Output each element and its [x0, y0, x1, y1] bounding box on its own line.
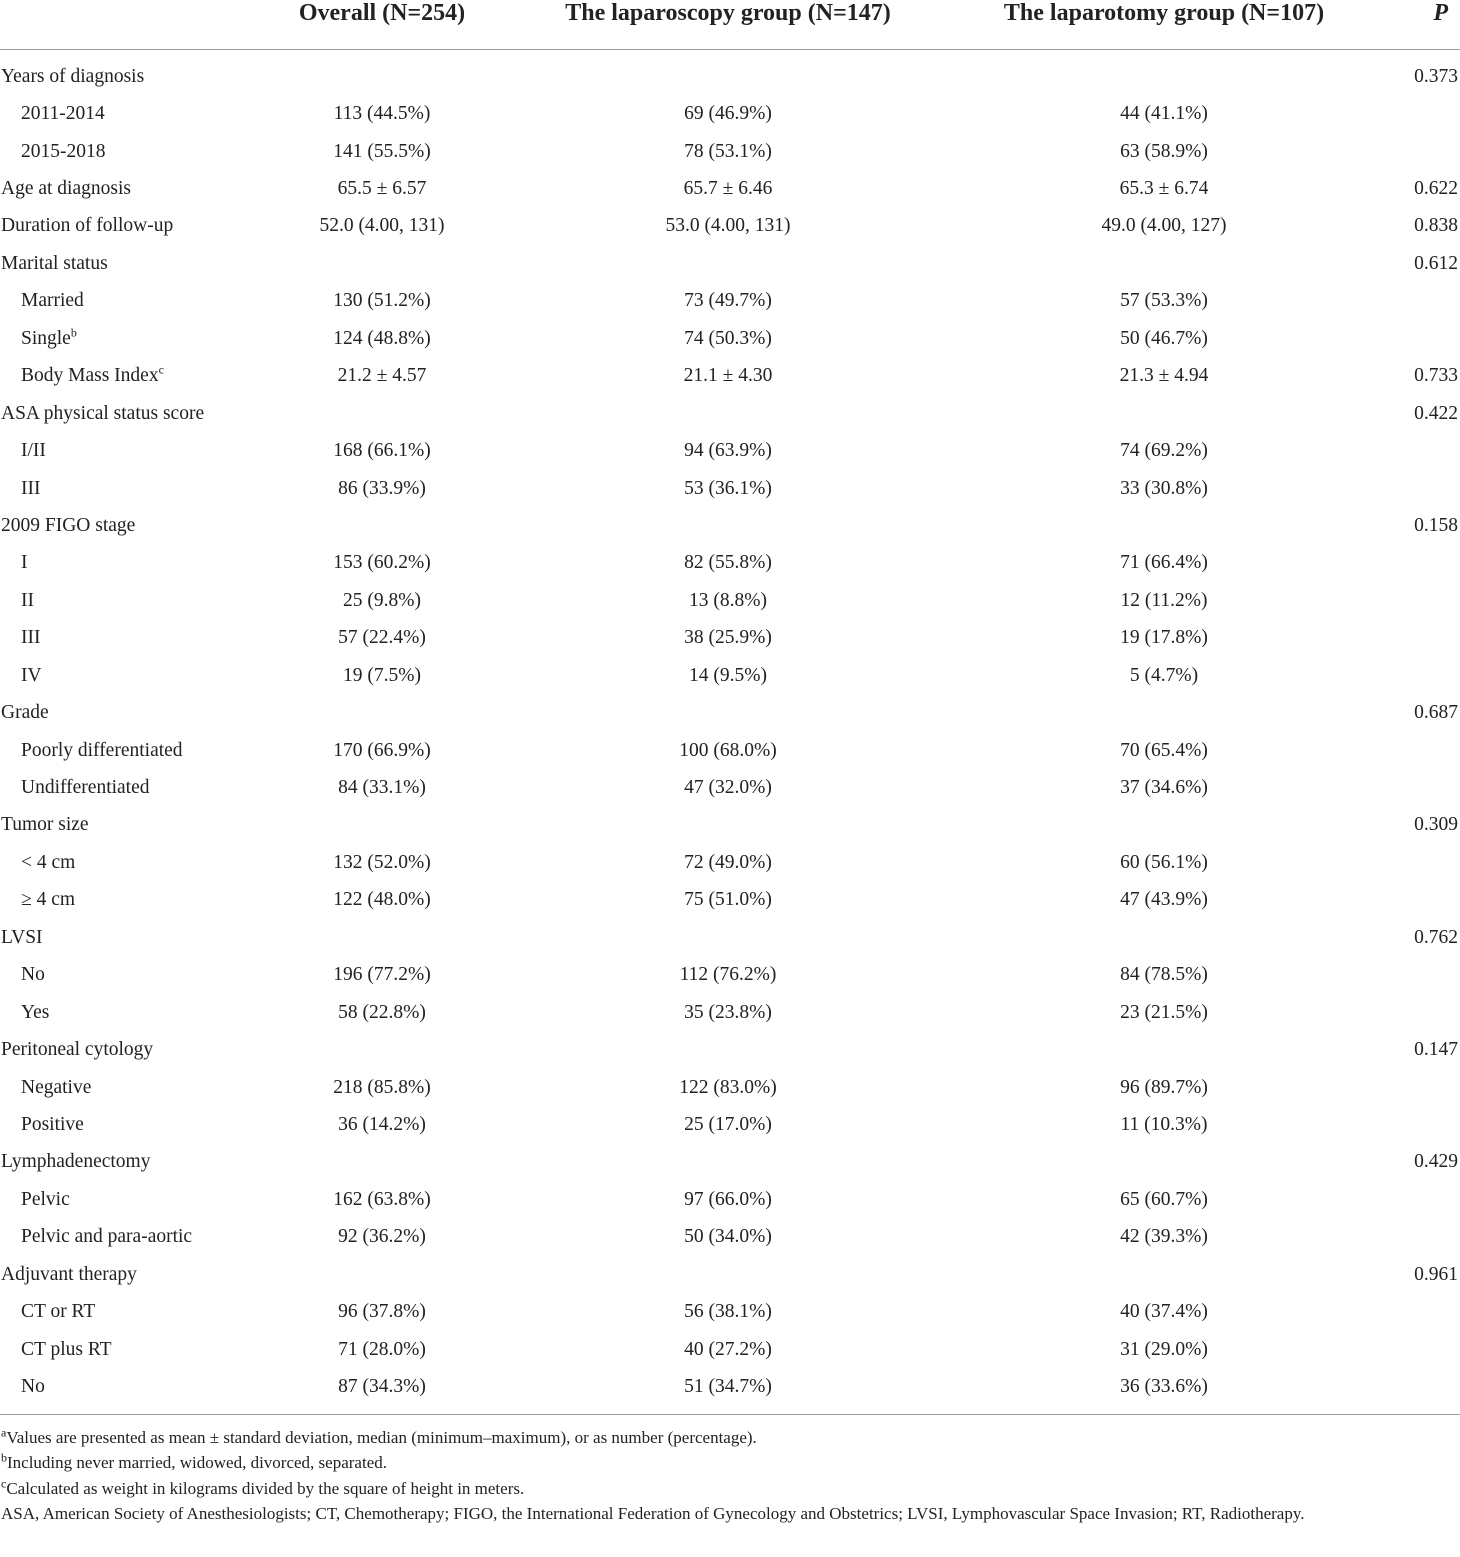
- cell-laparotomy: 37 (34.6%): [1120, 777, 1208, 799]
- table-row: [0, 582, 1460, 619]
- cell-laparotomy: [954, 507, 1374, 544]
- cell-overall: [262, 1256, 502, 1293]
- cell-p-value: [1374, 732, 1460, 769]
- cell-laparoscopy: 65.7 ± 6.46: [683, 178, 773, 200]
- table-header: [0, 0, 1460, 50]
- cell-laparotomy: [954, 245, 1374, 282]
- cell-p-value: 0.373: [1414, 65, 1458, 87]
- cell-laparotomy: 5 (4.7%): [1129, 664, 1199, 686]
- cell-overall: 218 (85.8%): [333, 1076, 431, 1098]
- footnote: [1, 1501, 1458, 1527]
- cell-laparotomy: 65 (60.7%): [1120, 1188, 1208, 1210]
- table-footnotes: [0, 1415, 1460, 1527]
- row-label-text: Negative: [21, 1076, 92, 1098]
- table-row-category: [0, 807, 1460, 844]
- cell-p-value: [1374, 1181, 1460, 1218]
- cell-overall: 141 (55.5%): [333, 140, 431, 162]
- cell-laparoscopy: 40 (27.2%): [684, 1338, 772, 1360]
- cell-overall: 113 (44.5%): [333, 103, 431, 125]
- cell-laparoscopy: 56 (38.1%): [684, 1301, 772, 1323]
- footnote-marker: b: [1, 1450, 7, 1465]
- cell-laparoscopy: 25 (17.0%): [684, 1113, 772, 1135]
- cell-p-value: 0.147: [1414, 1039, 1458, 1061]
- row-label: [0, 95, 262, 132]
- footnote-marker: b: [70, 325, 77, 340]
- cell-p-value: [1374, 620, 1460, 657]
- row-label-text: Adjuvant therapy: [1, 1263, 137, 1285]
- cell-p-value: [1374, 1069, 1460, 1106]
- cell-overall: 25 (9.8%): [343, 589, 421, 611]
- table-row: [0, 133, 1460, 170]
- cell-laparotomy: 36 (33.6%): [954, 1368, 1374, 1414]
- cell-overall: 84 (33.1%): [338, 777, 426, 799]
- cell-laparotomy: 57 (53.3%): [1120, 290, 1208, 312]
- cell-p-value: [1374, 994, 1460, 1031]
- cell-laparotomy: 33 (30.8%): [1120, 477, 1208, 499]
- cell-laparotomy: 50 (46.7%): [1120, 327, 1208, 349]
- cell-laparotomy: 49.0 (4.00, 127): [1101, 215, 1227, 237]
- table-row-category: [0, 50, 1460, 96]
- cell-laparoscopy: 14 (9.5%): [689, 664, 767, 686]
- row-label: [0, 957, 262, 994]
- table-row: [0, 470, 1460, 507]
- row-label: [0, 545, 262, 582]
- row-label-text: Grade: [1, 702, 49, 724]
- table-row: [0, 844, 1460, 881]
- row-label-text: Years of diagnosis: [1, 65, 145, 87]
- header-p-value: P: [1374, 0, 1460, 50]
- cell-p-value: [1374, 957, 1460, 994]
- row-label-text: Undifferentiated: [21, 777, 150, 799]
- cell-overall: 71 (28.0%): [338, 1338, 426, 1360]
- footnote: [1, 1425, 1458, 1451]
- table-row: [0, 657, 1460, 694]
- cell-overall: 58 (22.8%): [338, 1001, 426, 1023]
- footnote-text: Calculated as weight in kilograms divided by the square of height in meters.: [6, 1478, 525, 1498]
- table-row-category: [0, 245, 1460, 282]
- cell-overall: 19 (7.5%): [343, 664, 421, 686]
- row-label-text: Lymphadenectomy: [1, 1151, 151, 1173]
- table-row: [0, 358, 1460, 395]
- cell-p-value: 0.158: [1414, 514, 1458, 536]
- row-label-text: Duration of follow-up: [1, 215, 174, 237]
- cell-laparotomy: 63 (58.9%): [1120, 140, 1208, 162]
- row-label-text: Married: [21, 290, 84, 312]
- cell-laparoscopy: 78 (53.1%): [684, 140, 772, 162]
- cell-overall: [262, 1031, 502, 1068]
- row-label: [0, 1219, 262, 1256]
- cell-overall: 65.5 ± 6.57: [337, 178, 427, 200]
- row-label: [0, 1181, 262, 1218]
- row-label-text: Tumor size: [1, 814, 89, 836]
- cell-laparoscopy: 13 (8.8%): [689, 589, 767, 611]
- cell-laparoscopy: 53 (36.1%): [684, 477, 772, 499]
- row-label: [0, 1106, 262, 1143]
- cell-laparotomy: [954, 694, 1374, 731]
- cell-overall: [262, 694, 502, 731]
- cell-p-value: [1374, 582, 1460, 619]
- cell-p-value: [1374, 657, 1460, 694]
- row-label: [0, 1031, 262, 1068]
- cell-p-value: [1374, 769, 1460, 806]
- row-label-text: Yes: [21, 1001, 50, 1023]
- row-label: [0, 470, 262, 507]
- row-label-text: Peritoneal cytology: [1, 1039, 154, 1061]
- cell-overall: 96 (37.8%): [338, 1301, 426, 1323]
- header-laparotomy: The laparotomy group (N=107): [954, 0, 1374, 50]
- row-label-text: III: [21, 627, 41, 649]
- row-label-text: Pelvic: [21, 1188, 70, 1210]
- row-label: [0, 844, 262, 881]
- table-row-category: [0, 395, 1460, 432]
- row-label-text: ≥ 4 cm: [21, 889, 76, 911]
- cell-laparotomy: 96 (89.7%): [1120, 1076, 1208, 1098]
- row-label: [0, 432, 262, 469]
- cell-laparotomy: 70 (65.4%): [1120, 739, 1208, 761]
- cell-overall: [262, 1144, 502, 1181]
- table-row-category: [0, 919, 1460, 956]
- row-label-text: Age at diagnosis: [1, 178, 131, 200]
- cell-laparoscopy: 50 (34.0%): [684, 1226, 772, 1248]
- row-label: [0, 320, 262, 357]
- footnote: [1, 1476, 1458, 1502]
- footnote-marker: c: [1, 1476, 7, 1491]
- cell-laparotomy: [954, 395, 1374, 432]
- cell-p-value: [1374, 320, 1460, 357]
- row-label: [0, 657, 262, 694]
- row-label: [0, 1368, 262, 1414]
- cell-p-value: 0.422: [1414, 402, 1458, 424]
- row-label-text: II: [21, 589, 34, 611]
- cell-laparoscopy: 38 (25.9%): [684, 627, 772, 649]
- table-row: [0, 620, 1460, 657]
- cell-laparotomy: 74 (69.2%): [1120, 440, 1208, 462]
- footnote-text: ASA, American Society of Anesthesiologists; CT, Chemotherapy; FIGO, the International Federation of Gynecology and Obstetrics; LVSI, Lymphovascular Space Invasion; RT, Radiotherapy.: [1, 1504, 1305, 1524]
- cell-laparoscopy: 75 (51.0%): [684, 889, 772, 911]
- cell-laparotomy: [954, 1144, 1374, 1181]
- header-overall: Overall (N=254): [262, 0, 502, 50]
- cell-laparotomy: [954, 919, 1374, 956]
- cell-laparoscopy: 112 (76.2%): [679, 964, 777, 986]
- cell-overall: 122 (48.0%): [333, 889, 431, 911]
- cell-p-value: 0.687: [1414, 702, 1458, 724]
- cell-overall: 170 (66.9%): [333, 739, 431, 761]
- cell-p-value: [1374, 1331, 1460, 1368]
- cell-laparoscopy: [502, 807, 954, 844]
- cell-laparoscopy: 122 (83.0%): [679, 1076, 777, 1098]
- cell-overall: 168 (66.1%): [333, 440, 431, 462]
- table-row-category: [0, 1256, 1460, 1293]
- table-row-category: [0, 1144, 1460, 1181]
- cell-laparoscopy: 100 (68.0%): [679, 739, 777, 761]
- row-label: [0, 245, 262, 282]
- row-label: [0, 133, 262, 170]
- row-label-text: I/II: [21, 440, 46, 462]
- cell-laparoscopy: 51 (34.7%): [502, 1368, 954, 1414]
- row-label-text: Single: [21, 327, 71, 349]
- row-label-text: 2015-2018: [21, 140, 106, 162]
- row-label-text: 2011-2014: [21, 103, 105, 125]
- row-label: [0, 1069, 262, 1106]
- cell-p-value: 0.762: [1414, 926, 1458, 948]
- cell-laparotomy: [954, 50, 1374, 96]
- cell-overall: [262, 245, 502, 282]
- table-row: [0, 1331, 1460, 1368]
- table-row: [0, 1293, 1460, 1330]
- cell-overall: 153 (60.2%): [333, 552, 431, 574]
- table-row-category: [0, 694, 1460, 731]
- footnote-text: Including never married, widowed, divorced, separated.: [7, 1453, 387, 1473]
- table-row: [0, 769, 1460, 806]
- cell-laparoscopy: 97 (66.0%): [684, 1188, 772, 1210]
- row-label-text: Poorly differentiated: [21, 739, 183, 761]
- row-label: [0, 807, 262, 844]
- table-row: [0, 1106, 1460, 1143]
- cell-laparotomy: 23 (21.5%): [1120, 1001, 1208, 1023]
- row-label: [0, 507, 262, 544]
- cell-p-value: 0.733: [1414, 365, 1458, 387]
- cell-laparoscopy: [502, 694, 954, 731]
- row-label-text: III: [21, 477, 41, 499]
- row-label-text: Body Mass Index: [21, 365, 159, 387]
- row-label: [0, 919, 262, 956]
- row-label-text: CT or RT: [21, 1301, 96, 1323]
- table-row: [0, 1368, 1460, 1414]
- header-row: [0, 0, 1460, 50]
- table-row-category: [0, 1031, 1460, 1068]
- cell-laparotomy: 12 (11.2%): [1120, 589, 1208, 611]
- row-label-text: Pelvic and para-aortic: [21, 1226, 193, 1248]
- table-row: [0, 320, 1460, 357]
- cell-laparotomy: 40 (37.4%): [1120, 1301, 1208, 1323]
- table-row-category: [0, 170, 1460, 207]
- footnote-text: Values are presented as mean ± standard deviation, median (minimum–maximum), or as number (percentage).: [6, 1427, 757, 1447]
- cell-laparotomy: 65.3 ± 6.74: [1119, 178, 1209, 200]
- cell-laparoscopy: [502, 1256, 954, 1293]
- cell-overall: 132 (52.0%): [333, 851, 431, 873]
- cell-p-value: [1374, 1368, 1460, 1414]
- cell-p-value: [1374, 844, 1460, 881]
- cell-p-value: 0.429: [1414, 1151, 1458, 1173]
- table-body: [0, 50, 1460, 1415]
- cell-laparoscopy: [502, 50, 954, 96]
- cell-p-value: [1374, 882, 1460, 919]
- cell-overall: [262, 807, 502, 844]
- footnote: [1, 1450, 1458, 1476]
- table-row: [0, 732, 1460, 769]
- cell-overall: 87 (34.3%): [262, 1368, 502, 1414]
- footnote-marker: a: [1, 1425, 7, 1440]
- row-label-text: < 4 cm: [21, 851, 76, 873]
- cell-laparoscopy: 82 (55.8%): [684, 552, 772, 574]
- cell-p-value: [1374, 283, 1460, 320]
- header-laparoscopy: The laparoscopy group (N=147): [502, 0, 954, 50]
- row-label-text: No: [21, 964, 45, 986]
- cell-laparoscopy: 35 (23.8%): [684, 1001, 772, 1023]
- cell-laparoscopy: 94 (63.9%): [684, 440, 772, 462]
- row-label-text: No: [21, 1376, 45, 1398]
- cell-p-value: [1374, 95, 1460, 132]
- cell-p-value: [1374, 470, 1460, 507]
- cell-laparotomy: 21.3 ± 4.94: [1119, 365, 1209, 387]
- row-label: [0, 620, 262, 657]
- cell-laparoscopy: 69 (46.9%): [684, 103, 772, 125]
- cell-laparotomy: 47 (43.9%): [1120, 889, 1208, 911]
- cell-laparotomy: [954, 1256, 1374, 1293]
- cell-p-value: [1374, 1106, 1460, 1143]
- cell-laparoscopy: [502, 1031, 954, 1068]
- cell-laparotomy: 44 (41.1%): [1120, 103, 1208, 125]
- table-row-category: [0, 507, 1460, 544]
- cell-laparotomy: 71 (66.4%): [1120, 552, 1208, 574]
- row-label-text: CT plus RT: [21, 1338, 112, 1360]
- row-label: [0, 1293, 262, 1330]
- cell-overall: [262, 50, 502, 96]
- row-label-text: LVSI: [1, 926, 43, 948]
- row-label: [0, 1256, 262, 1293]
- table-row: [0, 283, 1460, 320]
- row-label: [0, 283, 262, 320]
- table-row: [0, 432, 1460, 469]
- row-label-text: ASA physical status score: [1, 402, 205, 424]
- table-row: [0, 95, 1460, 132]
- row-label: [0, 395, 262, 432]
- table-row: [0, 957, 1460, 994]
- row-label: [0, 208, 262, 245]
- cell-p-value: 0.622: [1414, 178, 1458, 200]
- cell-laparoscopy: 47 (32.0%): [684, 777, 772, 799]
- cell-overall: 36 (14.2%): [338, 1113, 426, 1135]
- cell-overall: 130 (51.2%): [333, 290, 431, 312]
- row-label: [0, 1144, 262, 1181]
- cell-laparotomy: 60 (56.1%): [1120, 851, 1208, 873]
- row-label-text: 2009 FIGO stage: [1, 514, 136, 536]
- cell-laparoscopy: [502, 245, 954, 282]
- cell-laparoscopy: 73 (49.7%): [684, 290, 772, 312]
- cell-overall: 162 (63.8%): [333, 1188, 431, 1210]
- table-row: [0, 1219, 1460, 1256]
- cell-overall: 124 (48.8%): [333, 327, 431, 349]
- row-label-text: Marital status: [1, 252, 108, 274]
- cell-laparoscopy: 53.0 (4.00, 131): [665, 215, 791, 237]
- row-label: [0, 582, 262, 619]
- row-label: [0, 994, 262, 1031]
- cell-overall: [262, 507, 502, 544]
- cell-laparoscopy: [502, 395, 954, 432]
- cell-overall: 57 (22.4%): [338, 627, 426, 649]
- cell-p-value: [1374, 133, 1460, 170]
- cell-laparotomy: 84 (78.5%): [1120, 964, 1208, 986]
- table-row: [0, 1181, 1460, 1218]
- cell-overall: 196 (77.2%): [333, 964, 431, 986]
- row-label: [0, 882, 262, 919]
- cell-laparoscopy: [502, 919, 954, 956]
- row-label-text: IV: [21, 664, 42, 686]
- cell-laparoscopy: 74 (50.3%): [684, 327, 772, 349]
- table-row: [0, 882, 1460, 919]
- cell-laparotomy: 19 (17.8%): [1120, 627, 1208, 649]
- cell-laparotomy: 42 (39.3%): [1120, 1226, 1208, 1248]
- table-row: [0, 1069, 1460, 1106]
- cell-laparotomy: 11 (10.3%): [1120, 1113, 1208, 1135]
- row-label: [0, 170, 262, 207]
- cell-p-value: 0.612: [1414, 252, 1458, 274]
- cell-p-value: 0.838: [1414, 215, 1458, 237]
- row-label: [0, 732, 262, 769]
- cell-laparotomy: [954, 1031, 1374, 1068]
- cell-laparotomy: 31 (29.0%): [1120, 1338, 1208, 1360]
- cell-overall: 86 (33.9%): [338, 477, 426, 499]
- row-label: [0, 769, 262, 806]
- row-label-text: Positive: [21, 1113, 84, 1135]
- cell-laparoscopy: [502, 1144, 954, 1181]
- cell-laparotomy: [954, 807, 1374, 844]
- cell-overall: 21.2 ± 4.57: [337, 365, 427, 387]
- cell-overall: [262, 395, 502, 432]
- cell-overall: 52.0 (4.00, 131): [319, 215, 445, 237]
- cell-p-value: [1374, 1293, 1460, 1330]
- cell-laparoscopy: [502, 507, 954, 544]
- cell-overall: 92 (36.2%): [338, 1226, 426, 1248]
- table-row: [0, 994, 1460, 1031]
- row-label: [0, 1331, 262, 1368]
- cell-overall: [262, 919, 502, 956]
- cell-p-value: 0.309: [1414, 814, 1458, 836]
- footnote-marker: c: [158, 362, 164, 377]
- cell-p-value: [1374, 1219, 1460, 1256]
- table-row-category: [0, 208, 1460, 245]
- row-label: [0, 694, 262, 731]
- cell-laparoscopy: 21.1 ± 4.30: [683, 365, 773, 387]
- row-label: [0, 50, 262, 96]
- header-variable: [0, 0, 262, 50]
- cell-p-value: 0.961: [1414, 1263, 1458, 1285]
- cell-p-value: [1374, 432, 1460, 469]
- cell-laparoscopy: 72 (49.0%): [684, 851, 772, 873]
- cell-p-value: [1374, 545, 1460, 582]
- row-label: [0, 358, 262, 395]
- row-label-text: I: [21, 552, 28, 574]
- table-row: [0, 545, 1460, 582]
